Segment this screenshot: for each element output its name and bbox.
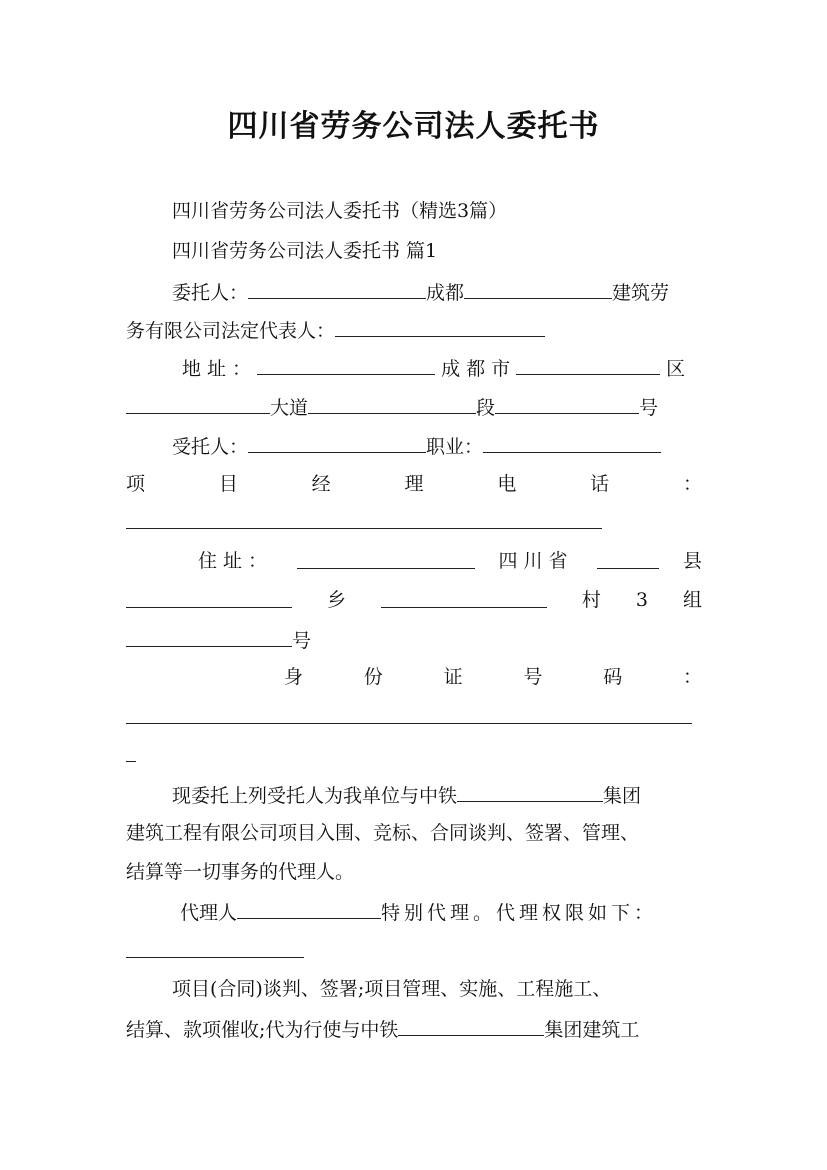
address2-town: 乡 — [326, 589, 346, 611]
id-char: 份 — [363, 666, 383, 688]
address1-number: 号 — [639, 397, 659, 419]
para1-line-2: 建筑工程有限公司项目入围、竞标、合同谈判、签署、管理、 — [126, 822, 640, 844]
para2-text2: 特别代理。代理权限如下： — [381, 902, 658, 924]
address2-blank-2[interactable] — [597, 548, 659, 569]
address1-line — [182, 354, 702, 382]
agent-char: 话 — [590, 473, 610, 495]
agent-char: ： — [682, 473, 702, 495]
id-char: 号 — [523, 666, 543, 688]
address1-blank-5[interactable] — [495, 393, 639, 414]
agent-blank-1[interactable] — [248, 432, 426, 453]
client-label: 委托人： — [172, 282, 249, 304]
address1-city: 成都市 — [441, 358, 517, 380]
client-suffix: 建筑劳 — [612, 282, 670, 304]
address2-county: 县 — [682, 550, 702, 572]
para1-blank[interactable] — [457, 781, 603, 802]
phone-line — [126, 508, 702, 536]
phone-blank[interactable] — [126, 508, 602, 529]
para1-text1-end: 集团 — [603, 785, 642, 807]
address2-group: 组 — [682, 589, 702, 611]
id-number-line — [284, 664, 702, 690]
address2-line — [198, 548, 702, 574]
para1-line-1 — [172, 781, 702, 809]
address2-blank-5[interactable] — [126, 626, 292, 647]
agent-char: 目 — [218, 473, 238, 495]
address2-province: 四川省 — [498, 550, 574, 572]
address2-group-no: 3 — [635, 589, 648, 611]
address1-line-2 — [126, 393, 702, 421]
para1-line-3: 结算等一切事务的代理人。 — [126, 861, 355, 883]
id-number-blank[interactable] — [126, 703, 692, 724]
id-number-blank-tail[interactable] — [126, 741, 136, 762]
address2-line-2 — [126, 587, 702, 613]
id-number-blank-line-2 — [126, 741, 702, 769]
agent-line — [172, 432, 702, 460]
id-char: 码 — [603, 666, 623, 688]
para2-line-2 — [126, 937, 702, 965]
agent-label: 受托人： — [172, 436, 249, 458]
agent-char: 理 — [404, 473, 424, 495]
document-subtitle: 四川省劳务公司法人委托书（精选3篇） — [172, 200, 508, 222]
address1-district: 区 — [666, 358, 686, 380]
address1-blank-1[interactable] — [257, 354, 435, 375]
agent-job-blank[interactable] — [483, 432, 661, 453]
para2-blank-2[interactable] — [126, 937, 304, 958]
legal-rep-blank[interactable] — [335, 316, 545, 337]
address1-avenue: 大道 — [270, 397, 309, 419]
client-blank-2[interactable] — [464, 278, 612, 299]
id-char: 证 — [443, 666, 463, 688]
address2-line-3 — [126, 626, 702, 654]
address1-blank-3[interactable] — [126, 393, 270, 414]
address2-blank-1[interactable] — [297, 548, 475, 569]
document-title: 四川省劳务公司法人委托书 — [227, 109, 600, 144]
agent-char: 电 — [497, 473, 517, 495]
address2-village: 村 — [581, 589, 601, 611]
agent-job-label: 职业： — [426, 436, 484, 458]
address1-blank-4[interactable] — [308, 393, 476, 414]
id-char: 身 — [284, 666, 304, 688]
address2-number: 号 — [292, 630, 312, 652]
client-line — [172, 278, 702, 306]
para2-line-1 — [180, 898, 702, 926]
piece-heading: 四川省劳务公司法人委托书 篇1 — [172, 240, 438, 262]
para3-line-1: 项目(合同)谈判、签署;项目管理、实施、工程施工、 — [172, 978, 612, 1000]
para2-blank[interactable] — [237, 898, 381, 919]
para1-text1: 现委托上列受托人为我单位与中铁 — [172, 785, 458, 807]
address2-blank-4[interactable] — [381, 587, 547, 608]
id-number-blank-line — [126, 703, 702, 731]
client-line-2 — [126, 316, 702, 344]
id-char: ： — [682, 666, 702, 688]
address2-label: 住址： — [198, 550, 274, 572]
para3-text-b: 集团建筑工 — [544, 1019, 640, 1041]
para3-blank[interactable] — [398, 1015, 544, 1036]
client-city: 成都 — [426, 282, 465, 304]
para3-text-a: 结算、款项催收;代为行使与中铁 — [126, 1019, 399, 1041]
para2-text1: 代理人 — [180, 902, 238, 924]
agent-char: 项 — [126, 473, 146, 495]
agent-char: 经 — [311, 473, 331, 495]
address1-section: 段 — [476, 397, 496, 419]
address1-blank-2[interactable] — [516, 354, 660, 375]
address2-blank-3[interactable] — [126, 587, 292, 608]
client-line2-text: 务有限公司法定代表人： — [126, 320, 336, 342]
agent-project-manager-line — [126, 471, 702, 497]
client-blank-1[interactable] — [248, 278, 426, 299]
address1-label: 地址： — [182, 358, 258, 380]
para3-line-2 — [126, 1015, 702, 1043]
